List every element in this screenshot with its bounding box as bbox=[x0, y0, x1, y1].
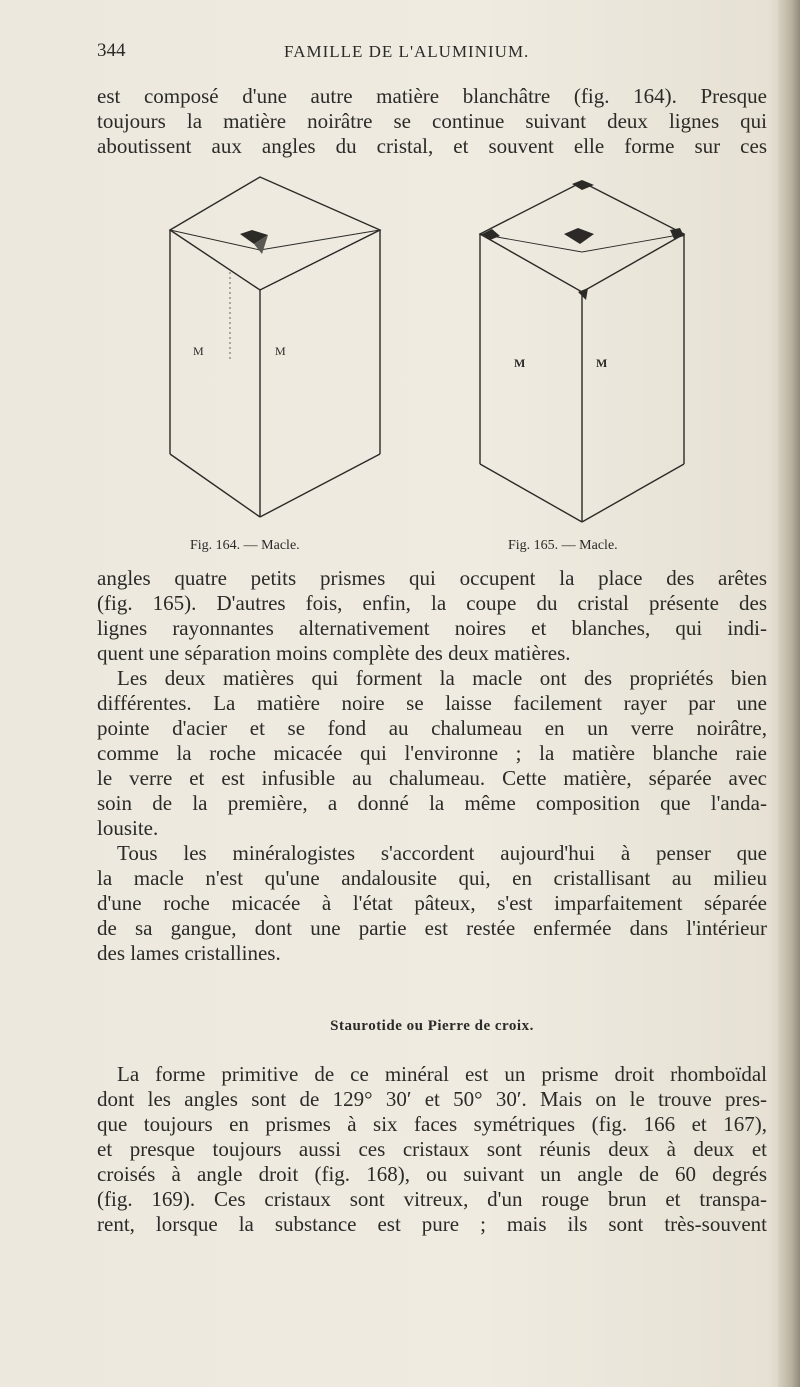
face-label: M bbox=[275, 344, 286, 358]
text-line: (fig. 169). Ces cristaux sont vitreux, d'un rouge brun et transpa- bbox=[97, 1187, 767, 1211]
face-label: M bbox=[193, 344, 204, 358]
text-line: Les deux matières qui forment la macle ont des propriétés bien bbox=[117, 666, 767, 690]
figure-164-caption: Fig. 164. — Macle. bbox=[190, 538, 300, 553]
text-line: quent une séparation moins complète des deux matières. bbox=[97, 641, 571, 665]
text-line: le verre et est infusible au chalumeau. Cette matière, séparée avec bbox=[97, 766, 767, 790]
text-line: soin de la première, a donné la même composition que l'anda- bbox=[97, 791, 767, 815]
text-line: et presque toujours aussi ces cristaux sont réunis deux à deux et bbox=[97, 1137, 767, 1161]
text-block-main bbox=[97, 566, 767, 966]
text-line: aboutissent aux angles du cristal, et souvent elle forme sur ces bbox=[97, 134, 767, 158]
text-line: la macle n'est qu'une andalousite qui, en cristallisant au milieu bbox=[97, 866, 767, 890]
face-label: M bbox=[514, 356, 526, 370]
text-block-top bbox=[97, 84, 767, 159]
text-line: lousite. bbox=[97, 816, 159, 840]
text-line: pointe d'acier et se fond au chalumeau en un verre noirâtre, bbox=[97, 716, 767, 740]
running-title: FAMILLE DE L'ALUMINIUM. bbox=[284, 42, 530, 61]
text-line: dont les angles sont de 129° 30′ et 50° 30′. Mais on le trouve pres- bbox=[97, 1087, 767, 1111]
page-number: 344 bbox=[97, 40, 126, 61]
text-line: croisés à angle droit (fig. 168), ou suivant un angle de 60 degrés bbox=[97, 1162, 767, 1186]
section-heading: Staurotide ou Pierre de croix. bbox=[330, 1018, 534, 1034]
face-label: M bbox=[596, 356, 608, 370]
text-line: Tous les minéralogistes s'accordent aujourd'hui à penser que bbox=[117, 841, 767, 865]
text-line: La forme primitive de ce minéral est un prisme droit rhomboïdal bbox=[117, 1062, 767, 1086]
page-edge bbox=[778, 0, 800, 1387]
text-line: lignes rayonnantes alternativement noires et blanches, qui indi- bbox=[97, 616, 767, 640]
figure-165-crystal-diagram bbox=[460, 172, 700, 542]
text-line: toujours la matière noirâtre se continue suivant deux lignes qui bbox=[97, 109, 767, 133]
text-line: que toujours en prismes à six faces symétriques (fig. 166 et 167), bbox=[97, 1112, 767, 1136]
text-line: (fig. 165). D'autres fois, enfin, la coupe du cristal présente des bbox=[97, 591, 767, 615]
figures bbox=[150, 172, 710, 567]
text-line: est composé d'une autre matière blanchâtre (fig. 164). Presque bbox=[97, 84, 767, 108]
text-block-bottom bbox=[97, 1062, 767, 1237]
text-line: des lames cristallines. bbox=[97, 941, 281, 965]
text-line: différentes. La matière noire se laisse facilement rayer par une bbox=[97, 691, 767, 715]
text-line: comme la roche micacée qui l'environne ; la matière blanche raie bbox=[97, 741, 767, 765]
page-header bbox=[97, 40, 767, 66]
text-line: rent, lorsque la substance est pure ; mais ils sont très-souvent bbox=[97, 1212, 767, 1236]
text-line: angles quatre petits prismes qui occupent la place des arêtes bbox=[97, 566, 767, 590]
text-line: de sa gangue, dont une partie est restée enfermée dans l'intérieur bbox=[97, 916, 767, 940]
text-line: d'une roche micacée à l'état pâteux, s'est imparfaitement séparée bbox=[97, 891, 767, 915]
figure-165-caption: Fig. 165. — Macle. bbox=[508, 538, 618, 553]
